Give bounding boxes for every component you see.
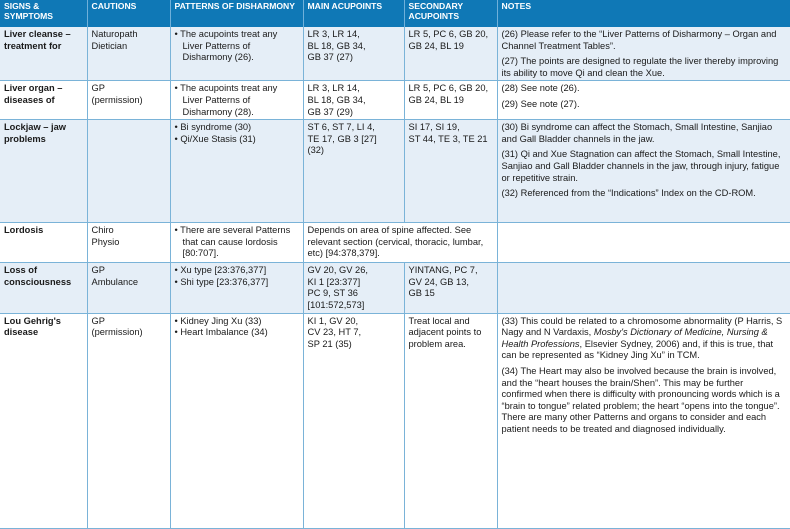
notes-cell [497,263,790,313]
pattern-item: • Bi syndrome (30) [174,122,252,133]
table-header [0,0,790,27]
sign-symptom-cell: Lordosis [0,223,87,263]
pattern-item: • The acupoints treat any Liver Patterns of Disharmony (28). [174,83,278,117]
main-acupoints-cell: LR 3, LR 14, BL 18, GB 34, GB 37 (29) [303,81,404,120]
sign-symptom-cell: Loss of consciousness [0,263,87,313]
patterns-cell [170,223,303,263]
table-row [0,120,790,223]
table-row [0,313,790,528]
header-notes: NOTES [497,0,790,27]
pattern-item: • Xu type [23:376,377] [174,265,267,276]
table-row [0,223,790,263]
table-row [0,27,790,81]
patterns-cell [170,313,303,528]
main-acupoints-cell: LR 3, LR 14, BL 18, GB 34, GB 37 (27) [303,27,404,81]
note-item: (28) See note (26). [501,83,580,94]
note-item: (26) Please refer to the “Liver Patterns of Disharmony – Organ and Channel Treatment Tables”. [501,29,777,51]
note-item: (29) See note (27). [501,98,580,109]
patterns-cell [170,263,303,313]
pattern-item: • Qi/Xue Stasis (31) [174,133,256,144]
notes-cell [497,313,790,528]
notes-cell [497,81,790,120]
secondary-acupoints-cell: Treat local and adjacent points to problem area. [404,313,497,528]
header-signs-symptoms: SIGNS & SYMPTOMS [0,0,87,27]
main-acupoints-cell: ST 6, ST 7, LI 4, TE 17, GB 3 [27] (32) [303,120,404,223]
secondary-acupoints-cell: SI 17, SI 19, ST 44, TE 3, TE 21 [404,120,497,223]
cautions-cell: Naturopath Dietician [87,27,170,81]
secondary-acupoints-cell: LR 5, PC 6, GB 20, GB 24, BL 19 [404,81,497,120]
sign-symptom-cell: Lockjaw – jaw problems [0,120,87,223]
pattern-item: • Kidney Jing Xu (33) [174,315,262,326]
main-acupoints-cell: KI 1, GV 20, CV 23, HT 7, SP 21 (35) [303,313,404,528]
note-item: (27) The points are designed to regulate the liver thereby improving its ability to move Qi and clean the Xue. [501,56,779,78]
header-main-acupoints: MAIN ACUPOINTS [303,0,404,27]
pattern-item: • Heart Imbalance (34) [174,327,268,338]
header-cautions: CAUTIONS [87,0,170,27]
cautions-cell: GP Ambulance [87,263,170,313]
header-patterns: PATTERNS OF DISHARMONY [170,0,303,27]
patterns-cell [170,81,303,120]
notes-cell [497,120,790,223]
note-item: (30) Bi syndrome can affect the Stomach, Small Intestine, Sanjiao and Gall Bladder channels in the jaw. [501,122,773,144]
table-body [0,27,790,528]
pattern-item: • There are several Patterns that can cause lordosis [80:707]. [174,225,291,259]
pattern-item: • Shi type [23:376,377] [174,276,269,287]
sign-symptom-cell: Lou Gehrig's disease [0,313,87,528]
secondary-acupoints-cell: YINTANG, PC 7, GV 24, GB 13, GB 15 [404,263,497,313]
cautions-cell [87,120,170,223]
pattern-item: • The acupoints treat any Liver Patterns of Disharmony (26). [174,29,278,63]
patterns-cell [170,27,303,81]
note-item: (32) Referenced from the “Indications” Index on the CD-ROM. [501,188,756,199]
sign-symptom-cell: Liver organ – diseases of [0,81,87,120]
cautions-cell: Chiro Physio [87,223,170,263]
notes-cell [497,223,790,263]
main-acupoints-cell: GV 20, GV 26, KI 1 [23:377] PC 9, ST 36 [101:572,573] [303,263,404,313]
note-item: (31) Qi and Xue Stagnation can affect the Stomach, Small Intestine, Sanjiao and Gall Bladder channels in the jaw, through injury, fatigue or repetitive strain. [501,149,781,183]
patterns-cell [170,120,303,223]
note-item: (33) This could be related to a chromosome abnormality (P Harris, S Nagy and N Vardaxis, Mosby's Dictionary of Medicine, Nursing & Health Professions, Elsevier Sydney, 2006) and, if this is true, that can be represented as “Kidney Jing Xu” in TCM. [501,315,783,361]
secondary-acupoints-cell: LR 5, PC 6, GB 20, GB 24, BL 19 [404,27,497,81]
cautions-cell: GP (permission) [87,313,170,528]
note-item: (34) The Heart may also be involved because the brain is involved, and the “heart houses the brain/Shen”. This may be further confirmed when there is difficulty with pronouncing words which is a “brain to tongue” related problem; the heart “opens into the tongue”. There are many other Patterns and organs to consider and each patient needs to be treated and diagnosed individually. [501,365,780,434]
sign-symptom-cell: Liver cleanse – treatment for [0,27,87,81]
cautions-cell: GP (permission) [87,81,170,120]
table-row [0,81,790,120]
table-row [0,263,790,313]
notes-cell [497,27,790,81]
main-acupoints-cell: Depends on area of spine affected. See relevant section (cervical, thoracic, lumbar, etc) [94:378,379]. [303,223,497,263]
header-secondary-acupoints: SECONDARY ACUPOINTS [404,0,497,27]
